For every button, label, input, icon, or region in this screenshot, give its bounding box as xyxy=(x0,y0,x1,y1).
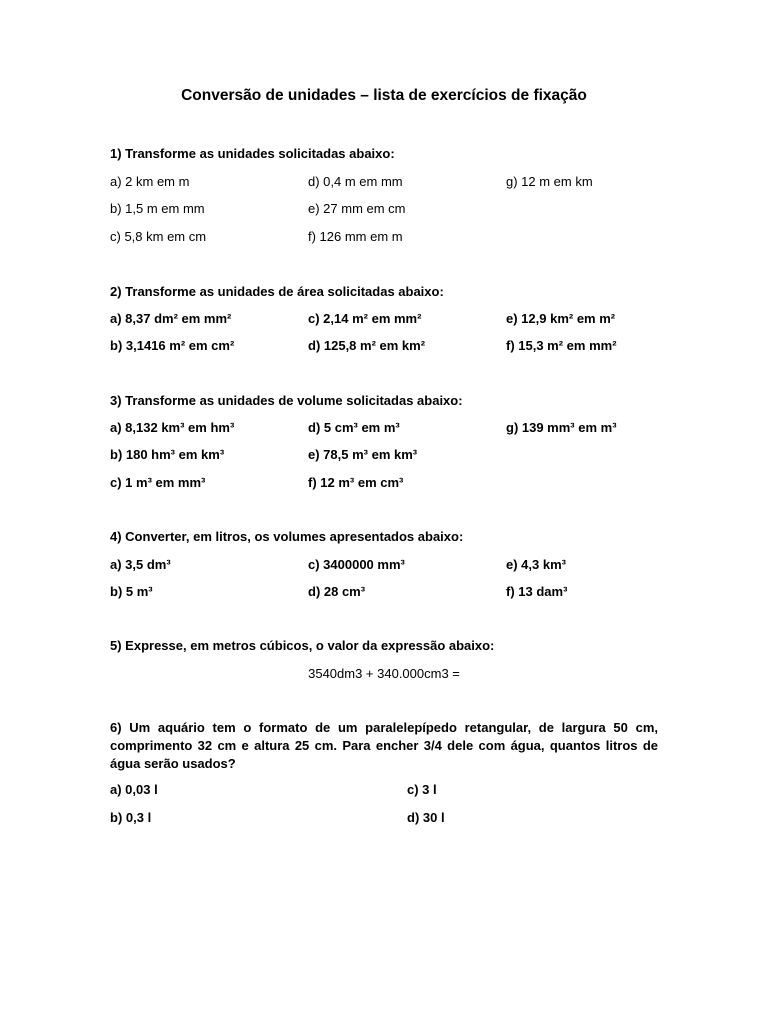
q3-item-g: g) 139 mm³ em m³ xyxy=(506,420,617,435)
q4-item-f: f) 13 dam³ xyxy=(506,584,568,599)
q3-item-c: c) 1 m³ em mm³ xyxy=(110,475,206,490)
q6-option-c: c) 3 l xyxy=(407,782,437,797)
question-6-text: 6) Um aquário tem o formato de um paralelepípedo retangular, de largura 50 cm, comprimento 32 cm e altura 25 cm. Para encher 3/4 dele com água, quantos litros de água serão usados? xyxy=(110,720,658,771)
q1-item-c: c) 5,8 km em cm xyxy=(110,229,207,244)
q6-option-b: b) 0,3 l xyxy=(110,810,152,825)
q2-item-b: b) 3,1416 m² em cm² xyxy=(110,338,235,353)
q4-item-a: a) 3,5 dm³ xyxy=(110,557,171,572)
q2-item-f: f) 15,3 m² em mm² xyxy=(506,338,617,353)
q2-item-e: e) 12,9 km² em m² xyxy=(506,311,616,326)
q2-item-a: a) 8,37 dm² em mm² xyxy=(110,311,232,326)
question-2-heading: 2) Transforme as unidades de área solicitadas abaixo: xyxy=(110,284,444,299)
q1-item-d: d) 0,4 m em mm xyxy=(308,174,403,189)
q4-item-b: b) 5 m³ xyxy=(110,584,153,599)
q1-item-a: a) 2 km em m xyxy=(110,174,190,189)
q4-item-d: d) 28 cm³ xyxy=(308,584,366,599)
question-5-heading: 5) Expresse, em metros cúbicos, o valor da expressão abaixo: xyxy=(110,638,495,653)
question-4-heading: 4) Converter, em litros, os volumes apresentados abaixo: xyxy=(110,529,464,544)
question-1-heading: 1) Transforme as unidades solicitadas abaixo: xyxy=(110,146,395,161)
q5-expression: 3540dm3 + 340.000cm3 = xyxy=(308,666,460,681)
question-3-heading: 3) Transforme as unidades de volume solicitadas abaixo: xyxy=(110,393,463,408)
page-title: Conversão de unidades – lista de exercícios de fixação xyxy=(181,87,587,104)
q3-item-f: f) 12 m³ em cm³ xyxy=(308,475,404,490)
q3-item-b: b) 180 hm³ em km³ xyxy=(110,447,225,462)
q4-item-c: c) 3400000 mm³ xyxy=(308,557,405,572)
q2-item-c: c) 2,14 m² em mm² xyxy=(308,311,422,326)
q1-item-e: e) 27 mm em cm xyxy=(308,201,406,216)
q3-item-d: d) 5 cm³ em m³ xyxy=(308,420,400,435)
q2-item-d: d) 125,8 m² em km² xyxy=(308,338,426,353)
q1-item-g: g) 12 m em km xyxy=(506,174,593,189)
q1-item-b: b) 1,5 m em mm xyxy=(110,201,205,216)
q6-option-d: d) 30 l xyxy=(407,810,445,825)
q3-item-e: e) 78,5 m³ em km³ xyxy=(308,447,418,462)
q6-option-a: a) 0,03 l xyxy=(110,782,158,797)
q1-item-f: f) 126 mm em m xyxy=(308,229,403,244)
q3-item-a: a) 8,132 km³ em hm³ xyxy=(110,420,235,435)
q4-item-e: e) 4,3 km³ xyxy=(506,557,566,572)
